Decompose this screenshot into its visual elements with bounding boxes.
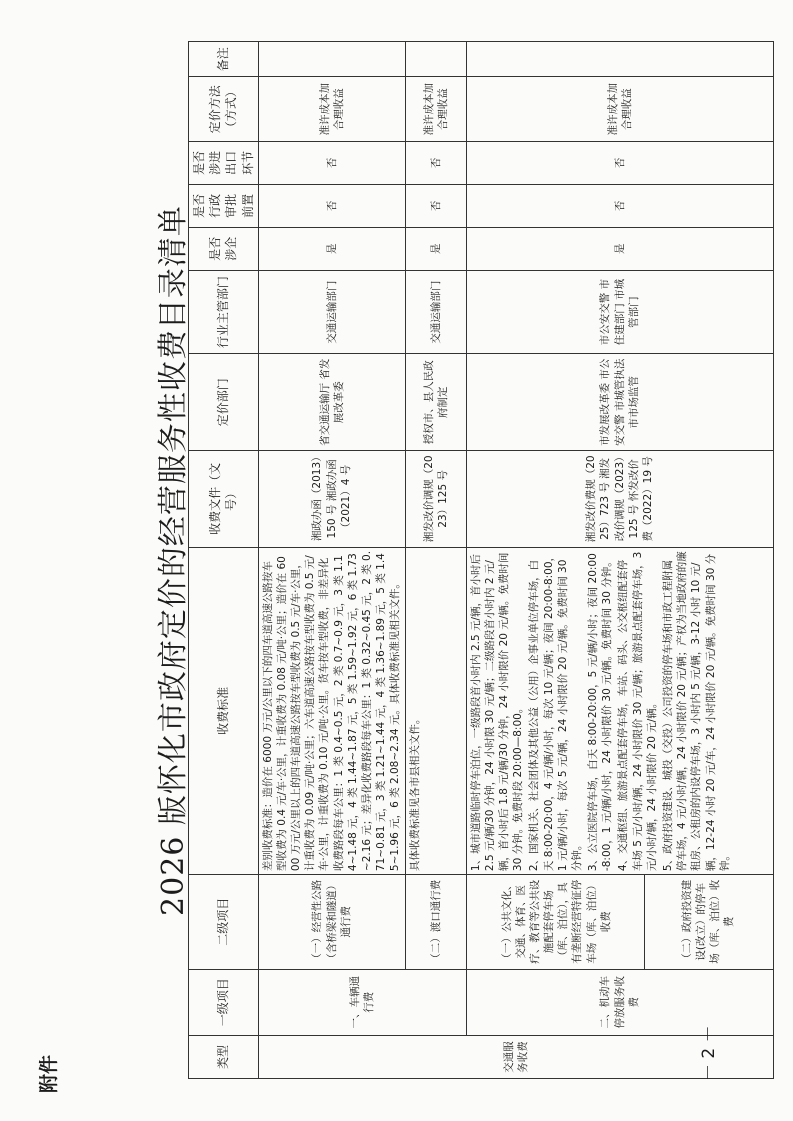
col-header-dept: 定价部门 <box>189 354 259 451</box>
note-cell <box>405 42 466 78</box>
attachment-label: 附件 <box>38 1054 60 1093</box>
fee-catalog-table <box>188 41 774 1079</box>
col-header-level1: 一级项目 <box>189 969 259 1036</box>
document-title: 2026 版怀化市政府定价的经营服务性收费目录清单 <box>156 205 191 916</box>
table-row <box>466 42 773 1079</box>
industry-cell: 交通运输部门 <box>258 270 405 354</box>
dept-cell: 市发展改革委 市公安交警 市城管执法 市市场监管 <box>466 354 773 451</box>
approval-cell: 否 <box>405 184 466 227</box>
level2-cell: （一）经营性公路（含桥梁和隧道）通行费 <box>258 875 405 969</box>
col-header-enterprise: 是否涉企 <box>189 227 259 270</box>
enterprise-cell: 是 <box>405 227 466 270</box>
col-header-approval: 是否行政审批前置 <box>189 184 259 227</box>
standard-cell <box>466 547 773 874</box>
note-cell <box>258 42 405 78</box>
dept-cell: 授权市、县人民政府制定 <box>405 354 466 451</box>
industry-cell: 市公安交警 市住建部门 市城管部门 <box>466 270 773 354</box>
docs-cell: 湘发改价费规（2025）723 号 湘发改价调规（2023）125 号 怀发改价费（2022）19 号 <box>466 451 773 548</box>
standard-line: 3、公立医院停车场，白天 8:00-20:00，5 元/辆/小时；夜间 20:00-8:00，1 元/辆/小时，24 小时限价 30 元/辆。免费时间 30 分钟。 <box>587 553 614 872</box>
col-header-note: 备注 <box>189 42 259 78</box>
industry-cell: 交通运输部门 <box>405 270 466 354</box>
import-export-cell: 否 <box>466 141 773 184</box>
standard-line: 2、国家机关、社会团体及其他公益（公用）企事业单位停车场，白天 8:00-20:00，4 元/辆/小时，每次 10 元/辆；夜间 20:00-8:00，1 元/辆/小时，每次 5 元/辆，24 小时限价 20 元/辆。免费时间 30 分钟。 <box>528 550 583 872</box>
level2-cell <box>466 875 773 969</box>
method-cell: 准许成本加合理收益 <box>466 77 773 141</box>
col-header-level2: 二级项目 <box>189 875 259 969</box>
col-header-import-export: 是否涉进出口环节 <box>189 141 259 184</box>
import-export-cell: 否 <box>258 141 405 184</box>
level1-cell: 一、车辆通行费 <box>258 969 466 1036</box>
table-row <box>405 42 466 1079</box>
standard-line: 4、交通枢纽、旅游景点配套停车场，车站、码头、公交枢纽配套停车场 5 元/小时/辆，24 小时限价 30 元/辆；旅游景点配套停车场，3 元/小时/辆，24 小时限价 20 元/辆。 <box>617 551 658 872</box>
standard-cell: 具体收费标准见各市县相关文件。 <box>405 547 466 874</box>
category-cell: 交通服务收费 <box>258 1036 773 1079</box>
table-row <box>258 42 405 1079</box>
import-export-cell: 否 <box>405 141 466 184</box>
col-header-docs: 收费文件（文号） <box>189 451 259 548</box>
page-number: － 2 － <box>699 1025 719 1081</box>
method-cell: 准许成本加合理收益 <box>405 77 466 141</box>
method-cell: 准许成本加合理收益 <box>258 77 405 141</box>
level2-sub-public-facilities: （一）公共文化、交通、体育、医疗、教育等公共设施配套停车场（库、泊位），具有垄断经营特征停车场（库、泊位）收费 <box>468 875 645 968</box>
approval-cell: 否 <box>466 184 773 227</box>
col-header-standard: 收费标准 <box>189 547 259 874</box>
enterprise-cell: 是 <box>258 227 405 270</box>
standard-line: 1、城市道路临时停车泊位，一级路段首小时内 2.5 元/辆，首小时后 2.5 元/辆/30 分钟，24 小时限 30 元/辆；二级路段首小时内 2 元/辆，首小时后 1.8 元/辆/30 分钟，24 小时限价 20 元/辆。免费时间 30 分钟。免费时段 20:00—8:00。 <box>469 552 525 872</box>
level2-cell: （二）渡口通行费 <box>405 875 466 969</box>
standard-cell: 差别收费标准：造价在 6000 万元/公里以下的四车道高速公路按车型收费为 0.4 元/车·公里，计重收费为 0.08 元/吨·公里；造价在 6000 万元/公里以上的四车道高速公路按车型收费为 0.5 元/车·公里，计重收费为 0.09 元/吨·公里；六车道高速公路按车型收费为 0.5 元/车·公里，计重收费为 0.10 元/吨·公里。货车按车型收费，非差异化收费路段每车公里：1 类 0.4~0.5 元，2 类 0.7~0.9 元，3 类 1.14~1.48 元，4 类 1.44~1.87 元，5 类 1.59~1.92 元，6 类 1.73~2.16 元；差异化收费路段每车公里：1 类 0.32~0.45 元，2 类 0.71~0.81 元，3 类 1.21~1.44 元，4 类 1.36~1.89 元，5 类 1.45~1.96 元，6 类 2.08~2.34 元。具体收费标准见相关文件。 <box>258 547 405 874</box>
enterprise-cell: 是 <box>466 227 773 270</box>
header-row <box>189 42 259 1079</box>
col-header-industry: 行业主管部门 <box>189 270 259 354</box>
standard-line: 5、政府投资建设、城投（交投）公司投资的停车场和市政工程附属停车场，4 元/小时/辆，24 小时限价 20 元/辆；产权为当地政府的廉租房、公租房的内设停车场，3 小时内 5 元/辆，3-12 小时 10 元/辆，12-24 小时 20 元/车，24 小时限价 20 元/辆。免费时间 30 分钟。 <box>661 551 731 872</box>
approval-cell: 否 <box>258 184 405 227</box>
level1-cell: 二、机动车停放服务收费 <box>466 969 773 1036</box>
docs-cell: 湘政办函（2013）150 号 湘政办函（2021）4 号 <box>258 451 405 548</box>
col-header-method: 定价方法（方式） <box>189 77 259 141</box>
note-cell <box>466 42 773 78</box>
dept-cell: 省交通运输厅 省发展改革委 <box>258 354 405 451</box>
docs-cell: 湘发改价调规（2023）125 号 <box>405 451 466 548</box>
level2-sub-government-parking: （二）政府投资建设(改立）的停车场（库、泊位）收费 <box>680 879 736 964</box>
col-header-type: 类型 <box>189 1036 259 1079</box>
